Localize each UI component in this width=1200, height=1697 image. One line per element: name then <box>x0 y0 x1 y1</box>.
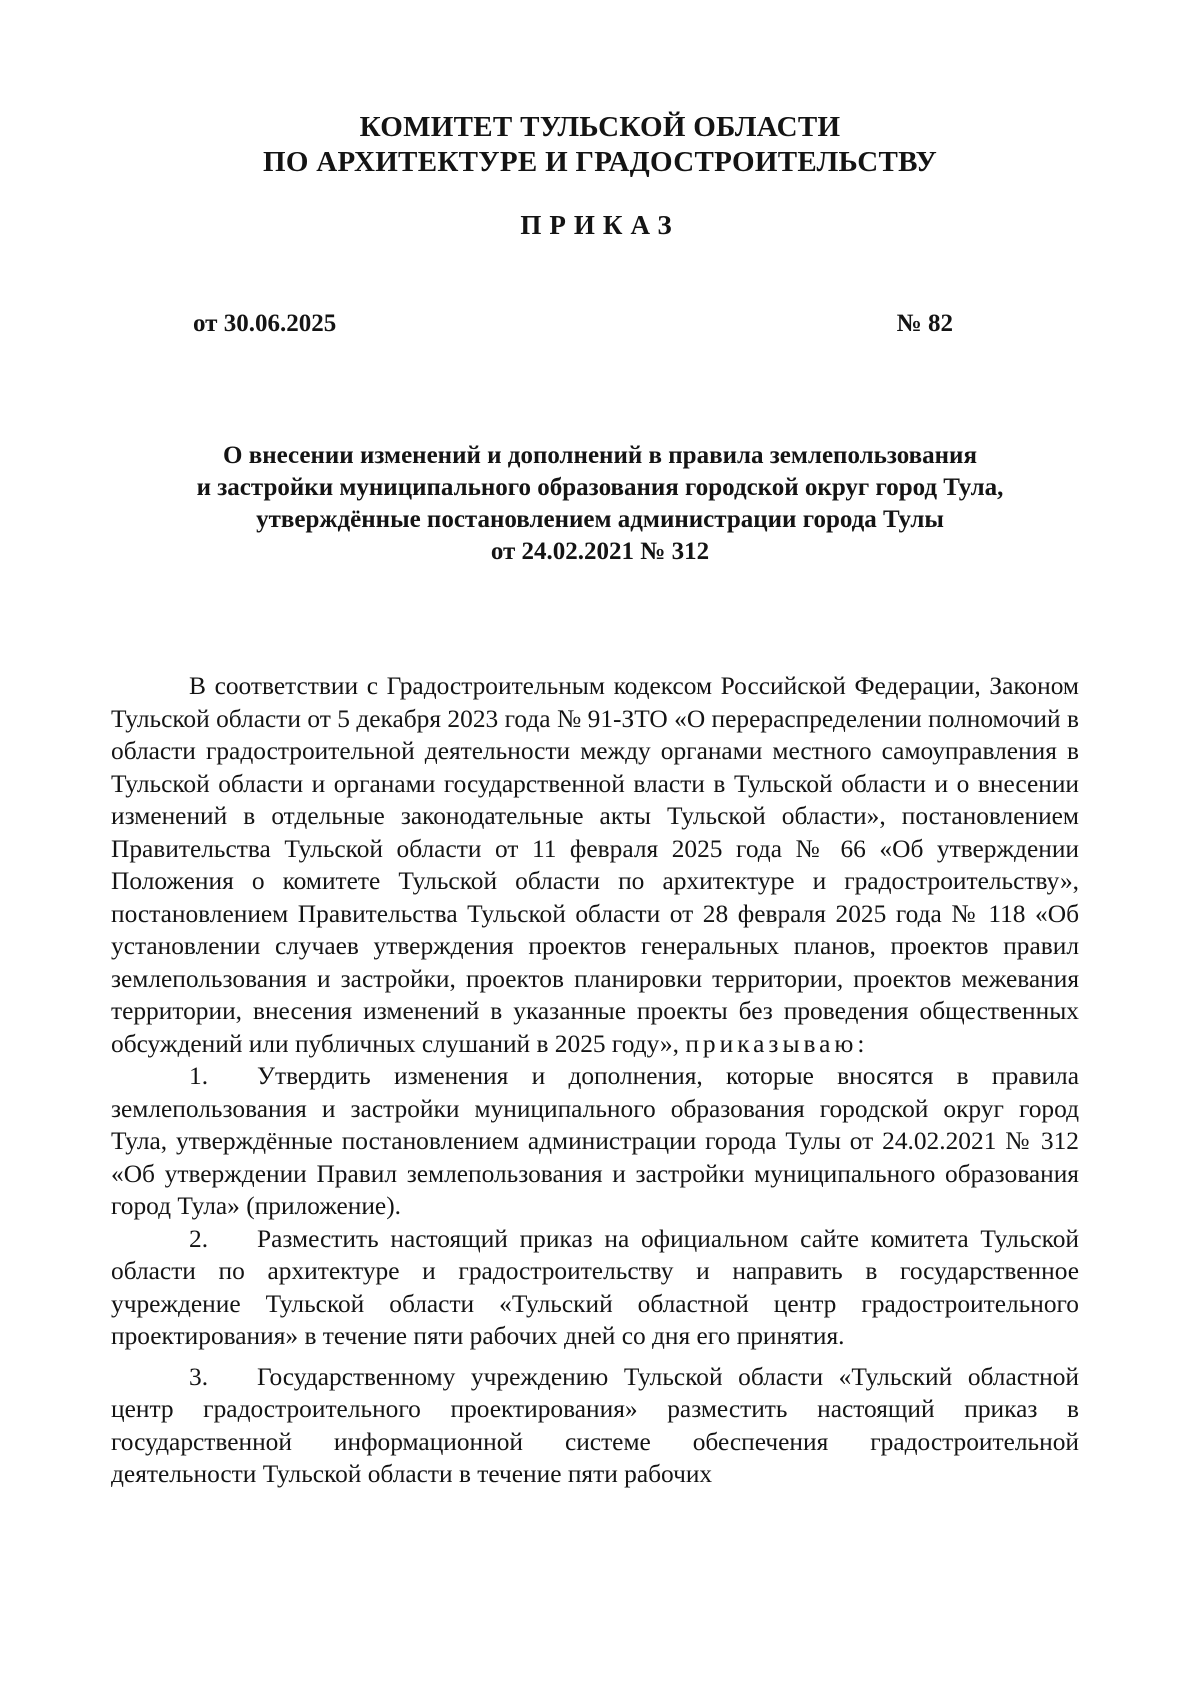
org-line-1: КОМИТЕТ ТУЛЬСКОЙ ОБЛАСТИ <box>359 111 841 143</box>
list-item <box>111 1361 1079 1491</box>
subject-line-1: О внесении изменений и дополнений в правила землепользования <box>223 442 977 469</box>
preamble-paragraph <box>111 670 1079 1060</box>
document-subject <box>100 440 1100 568</box>
item-text: Утвердить изменения и дополнения, которые вносятся в правила землепользования и застройки муниципального образования городской округ город Тула, утверждённые постановлением администрации города Тулы от 24.02.2021 № 312 «Об утверждении Правил землепользования и застройки муниципального образования город Тула» (приложение). <box>111 1062 1079 1220</box>
order-word: приказываю: <box>685 1029 869 1058</box>
document-body <box>111 670 1079 1491</box>
subject-line-3: утверждённые постановлением администрации города Тулы <box>256 506 944 533</box>
item-number: 3. <box>189 1362 209 1391</box>
item-text: Разместить настоящий приказ на официальном сайте комитета Тульской области по архитектуре и градостроительству и направить в государственное учреждение Тульской области «Тульский областной центр градостроительного проектирования» в течение пяти рабочих дней со дня его принятия. <box>111 1224 1079 1350</box>
subject-line-2: и застройки муниципального образования городской округ город Тула, <box>196 474 1004 501</box>
document-type: ПРИКАЗ <box>520 210 680 240</box>
document-number: № 82 <box>896 310 953 337</box>
organization-name <box>0 110 1200 180</box>
subject-line-4: от 24.02.2021 № 312 <box>490 538 710 565</box>
document-date: от 30.06.2025 <box>193 310 337 337</box>
item-number: 1. <box>189 1062 209 1090</box>
org-line-2: ПО АРХИТЕКТУРЕ И ГРАДОСТРОИТЕЛЬСТВУ <box>262 146 938 178</box>
item-text: Государственному учреждению Тульской области «Тульский областной центр градостроительного проектирования» разместить настоящий приказ в государственной информационной системе обеспечения градостроительной деятельности Тульской области в течение пяти рабочих <box>111 1362 1079 1488</box>
preamble-text: В соответствии с Градостроительным кодексом Российской Федерации, Законом Тульской области от 5 декабря 2023 года № 91-ЗТО «О перераспределении полномочий в области градостроительной деятельности между органами местного самоуправления в Тульской области и органами государственной власти в Тульской области и о внесении изменений в отдельные законодательные акты Тульской области», постановлением Правительства Тульской области от 11 февраля 2025 года № 66 «Об утверждении Положения о комитете Тульской области по архитектуре и градостроительству», постановлением Правительства Тульской области от 28 февраля 2025 года № 118 «Об установлении случаев утверждения проектов генеральных планов, проектов правил землепользования и застройки, проектов планировки территории, проектов межевания территории, внесения изменений в указанные проекты без проведения общественных обсуждений или публичных слушаний в 2025 году», <box>111 672 1079 1058</box>
list-item <box>111 1223 1079 1353</box>
item-number: 2. <box>189 1224 209 1253</box>
list-item <box>111 1060 1079 1223</box>
